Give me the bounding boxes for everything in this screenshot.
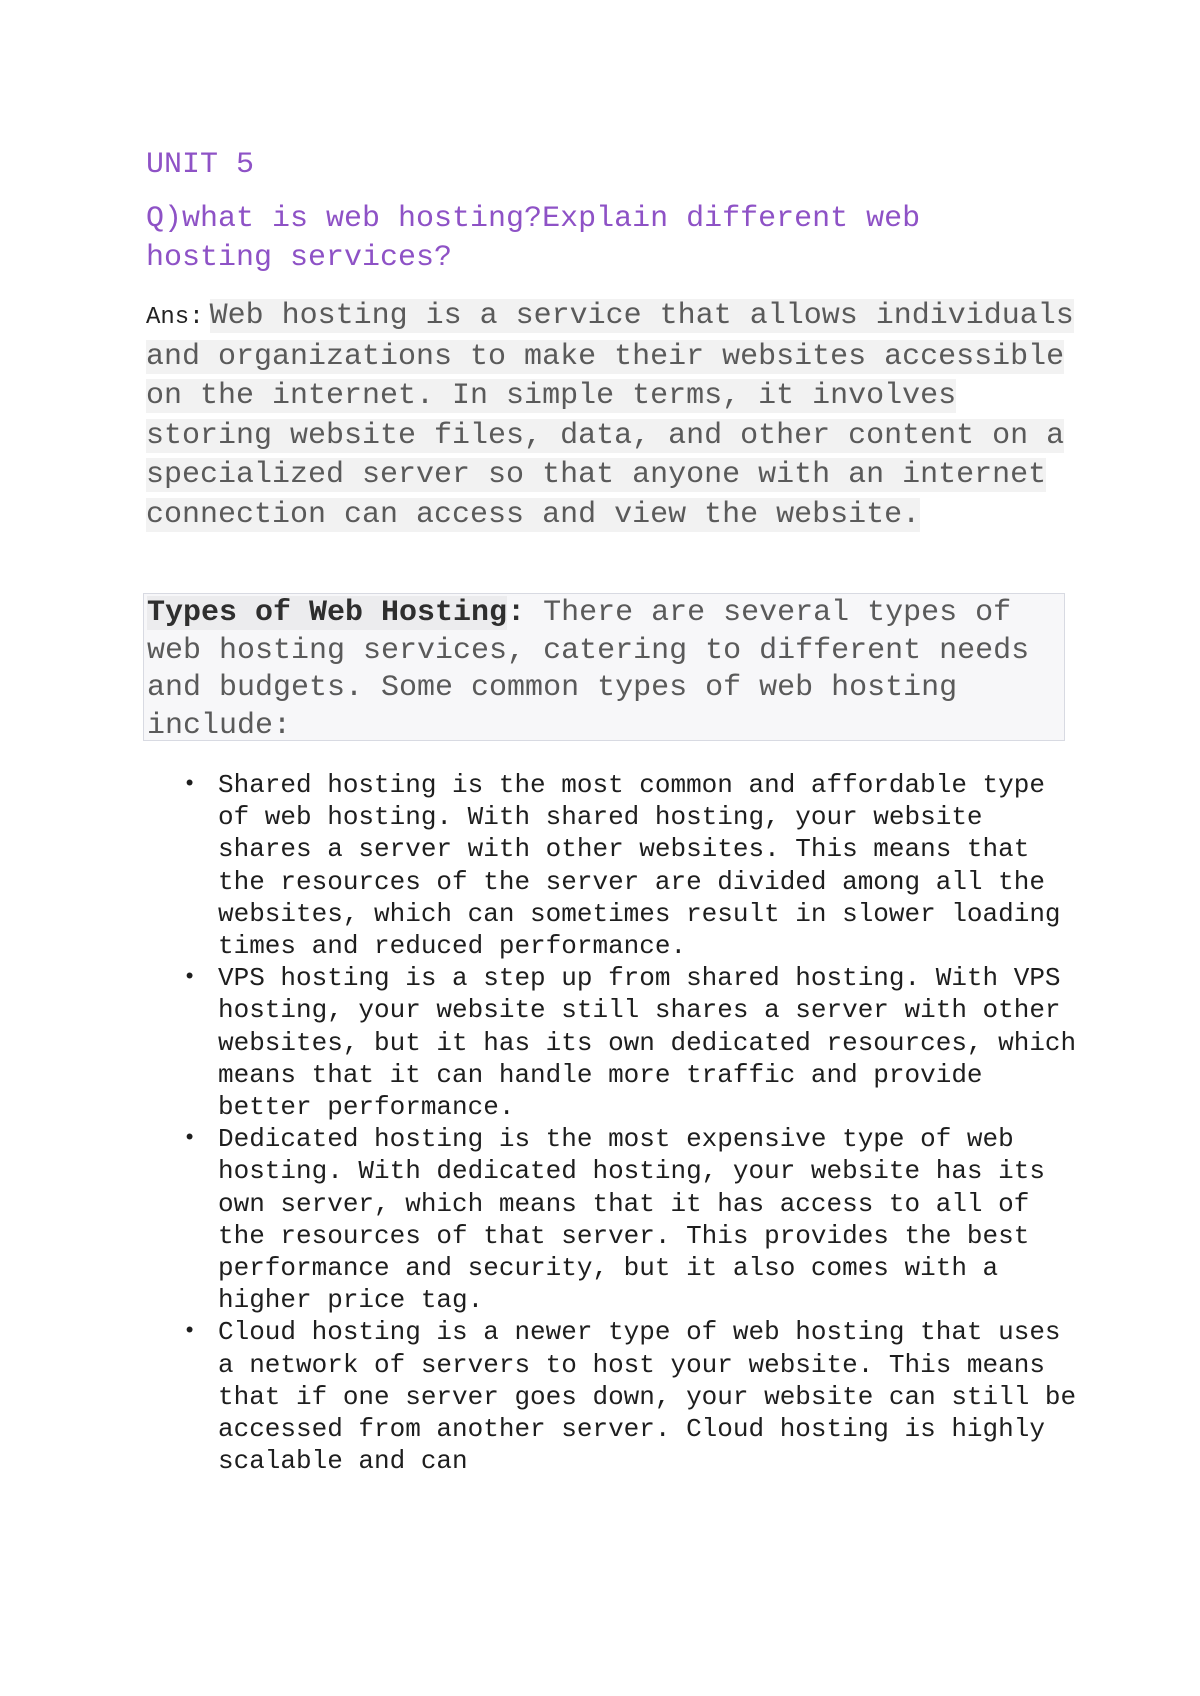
types-intro-text: There are several types of web hosting services, catering to different needs and budgets. Some common types of web hosting include: [147, 596, 1030, 743]
answer-label: Ans: [146, 304, 204, 331]
list-item-text: Dedicated hosting is the most expensive type of web hosting. With dedicated hosting, your website has its own server, which means that it has access to all of the resources of that server. This provides the best performance and security, but it also comes with a higher price tag. [218, 1124, 1045, 1316]
types-title-colon: : [507, 596, 526, 630]
hosting-types-list [183, 769, 1083, 1477]
list-item [183, 769, 1083, 962]
list-item-text: Shared hosting is the most common and affordable type of web hosting. With shared hosting, your website shares a server with other websites. This means that the resources of the server are divided among all the websites, which can sometimes result in slower loading times and reduced performance. [218, 770, 1061, 962]
list-item [183, 1316, 1083, 1477]
list-item-text: Cloud hosting is a newer type of web hosting that uses a network of servers to host your website. This means that if one server goes down, your website can still be accessed from another server. Cloud hosting is highly scalable and can [218, 1317, 1077, 1477]
bullet-icon: • [183, 772, 197, 797]
types-title: Types of Web Hosting [147, 596, 508, 630]
answer-paragraph [146, 297, 1086, 536]
question-heading: Q)what is web hosting?Explain different web hosting services? [146, 202, 921, 275]
bullet-icon: • [183, 1126, 197, 1152]
list-item [183, 1123, 1083, 1316]
answer-text: Web hosting is a service that allows individuals and organizations to make their websites accessible on the internet. In simple terms, it involves storing website files, data, and other content on a specialized server so that anyone with an internet connection can access and view the website. [146, 299, 1074, 532]
types-of-hosting-box [143, 593, 1065, 741]
bullet-icon: • [183, 965, 197, 991]
bullet-icon: • [183, 1319, 197, 1345]
list-item [183, 962, 1083, 1123]
unit-heading: UNIT 5 [146, 148, 255, 182]
list-item-text: VPS hosting is a step up from shared hosting. With VPS hosting, your website still shares a server with other websites, but it has its own dedicated resources, which means that it can handle more traffic and provide better performance. [218, 963, 1077, 1123]
